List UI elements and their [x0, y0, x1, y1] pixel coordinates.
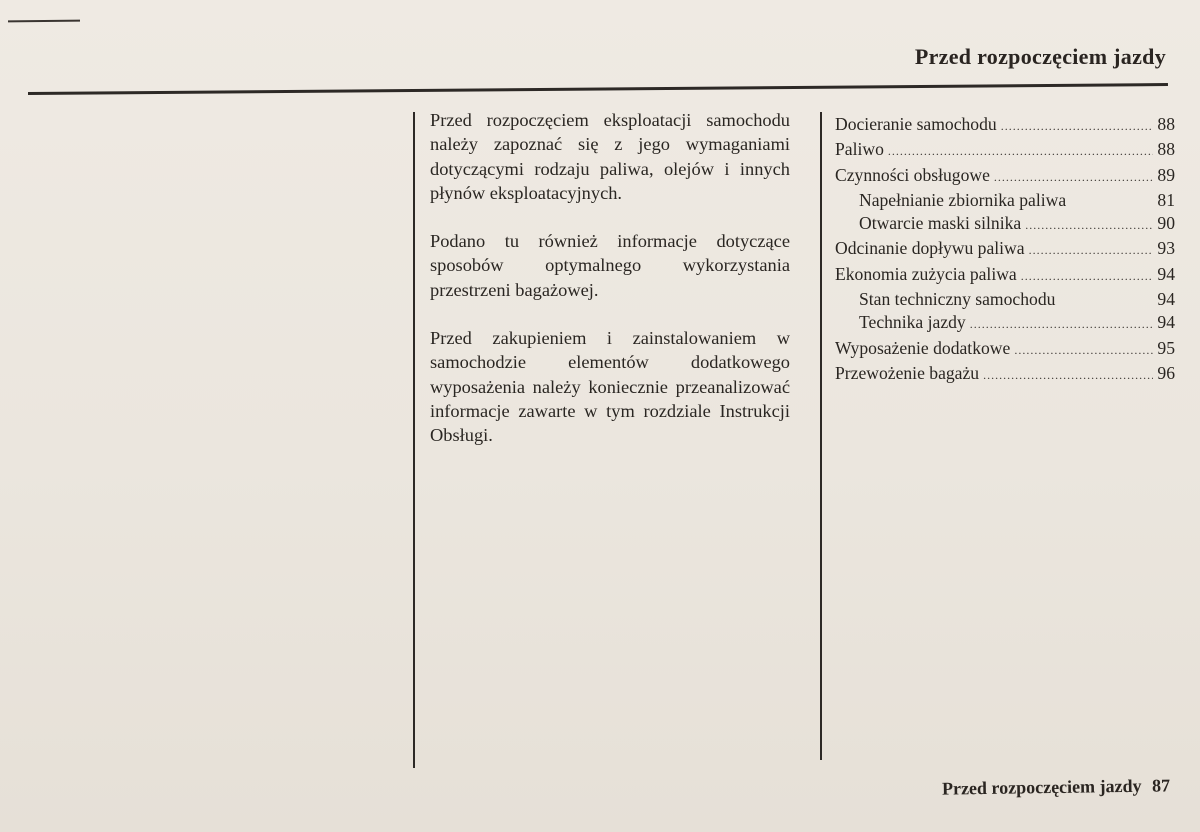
section-header-title: Przed rozpoczęciem jazdy	[914, 44, 1166, 69]
toc-entry-label: Ekonomia zużycia paliwa	[835, 263, 1017, 284]
toc-entry-page: 95	[1157, 337, 1175, 358]
toc-leader-dots	[1001, 113, 1153, 138]
toc-entry	[835, 337, 1175, 362]
column-divider-left	[413, 112, 415, 768]
intro-paragraph: Przed rozpoczęciem eksploatacji samochodu należy zapoznać się z jego wymaganiami dotyczącymi rodzaju paliwa, olejów i innych płynów eksploatacyjnych.	[430, 110, 790, 203]
column-divider-right	[820, 112, 822, 760]
toc-entry-page: 94	[1157, 312, 1175, 333]
toc-leader-dots	[994, 164, 1153, 189]
table-of-contents	[835, 113, 1175, 387]
toc-entry	[835, 311, 1175, 336]
toc-entry-page: 81	[1157, 189, 1175, 210]
toc-leader-dots	[1014, 337, 1153, 362]
toc-entry-label: Czynności obsługowe	[835, 164, 990, 185]
intro-text	[430, 108, 790, 472]
page-footer	[942, 775, 1170, 799]
toc-leader-dots	[1021, 263, 1153, 288]
corner-mark	[8, 20, 80, 23]
toc-leader-dots	[1029, 237, 1153, 262]
toc-entry-label: Wyposażenie dodatkowe	[835, 337, 1011, 358]
toc-entry	[835, 113, 1175, 138]
toc-entry-page: 90	[1157, 213, 1175, 234]
toc-leader-dots	[970, 311, 1153, 336]
toc-leader-dots	[888, 138, 1153, 163]
toc-entry	[835, 237, 1175, 262]
toc-entry-label: Docieranie samochodu	[835, 114, 997, 134]
toc-leader-dots	[983, 362, 1153, 387]
toc-entry-label: Otwarcie maski silnika	[859, 213, 1022, 234]
toc-entry-page: 88	[1157, 114, 1175, 134]
toc-entry-label: Odcinanie dopływu paliwa	[835, 238, 1025, 259]
toc-entry	[835, 362, 1175, 387]
toc-entry	[835, 212, 1175, 237]
toc-entry-page: 94	[1157, 289, 1175, 310]
toc-entry-label: Paliwo	[835, 139, 884, 160]
page-number: 87	[1151, 775, 1171, 796]
footer-title: Przed rozpoczęciem jazdy	[941, 775, 1142, 799]
toc-entry	[835, 263, 1175, 288]
toc-entry-page: 96	[1157, 362, 1175, 383]
toc-entry	[835, 189, 1175, 212]
toc-entry-page: 93	[1157, 238, 1175, 259]
toc-entry-label: Napełnianie zbiornika paliwa	[859, 189, 1067, 210]
toc-entry-label: Technika jazdy	[859, 312, 966, 333]
toc-entry-label: Stan techniczny samochodu	[859, 289, 1056, 310]
intro-paragraph: Podano tu również informacje dotyczące sposobów optymalnego wykorzystania przestrzeni bagażowej.	[430, 231, 790, 300]
intro-paragraph: Przed zakupieniem i zainstalowaniem w samochodzie elementów dodatkowego wyposażenia należy koniecznie przeanalizować informacje zawarte w tym rozdziale Instrukcji Obsługi.	[430, 328, 790, 446]
toc-entry-page: 94	[1157, 263, 1175, 284]
toc-entry	[835, 138, 1175, 163]
toc-entry-label: Przewożenie bagażu	[835, 362, 980, 383]
toc-entry	[835, 288, 1175, 311]
toc-leader-dots	[1025, 212, 1153, 237]
toc-entry-page: 89	[1157, 164, 1175, 185]
toc-entry-page: 88	[1157, 139, 1175, 160]
header-rule	[28, 83, 1168, 95]
toc-entry	[835, 164, 1175, 189]
